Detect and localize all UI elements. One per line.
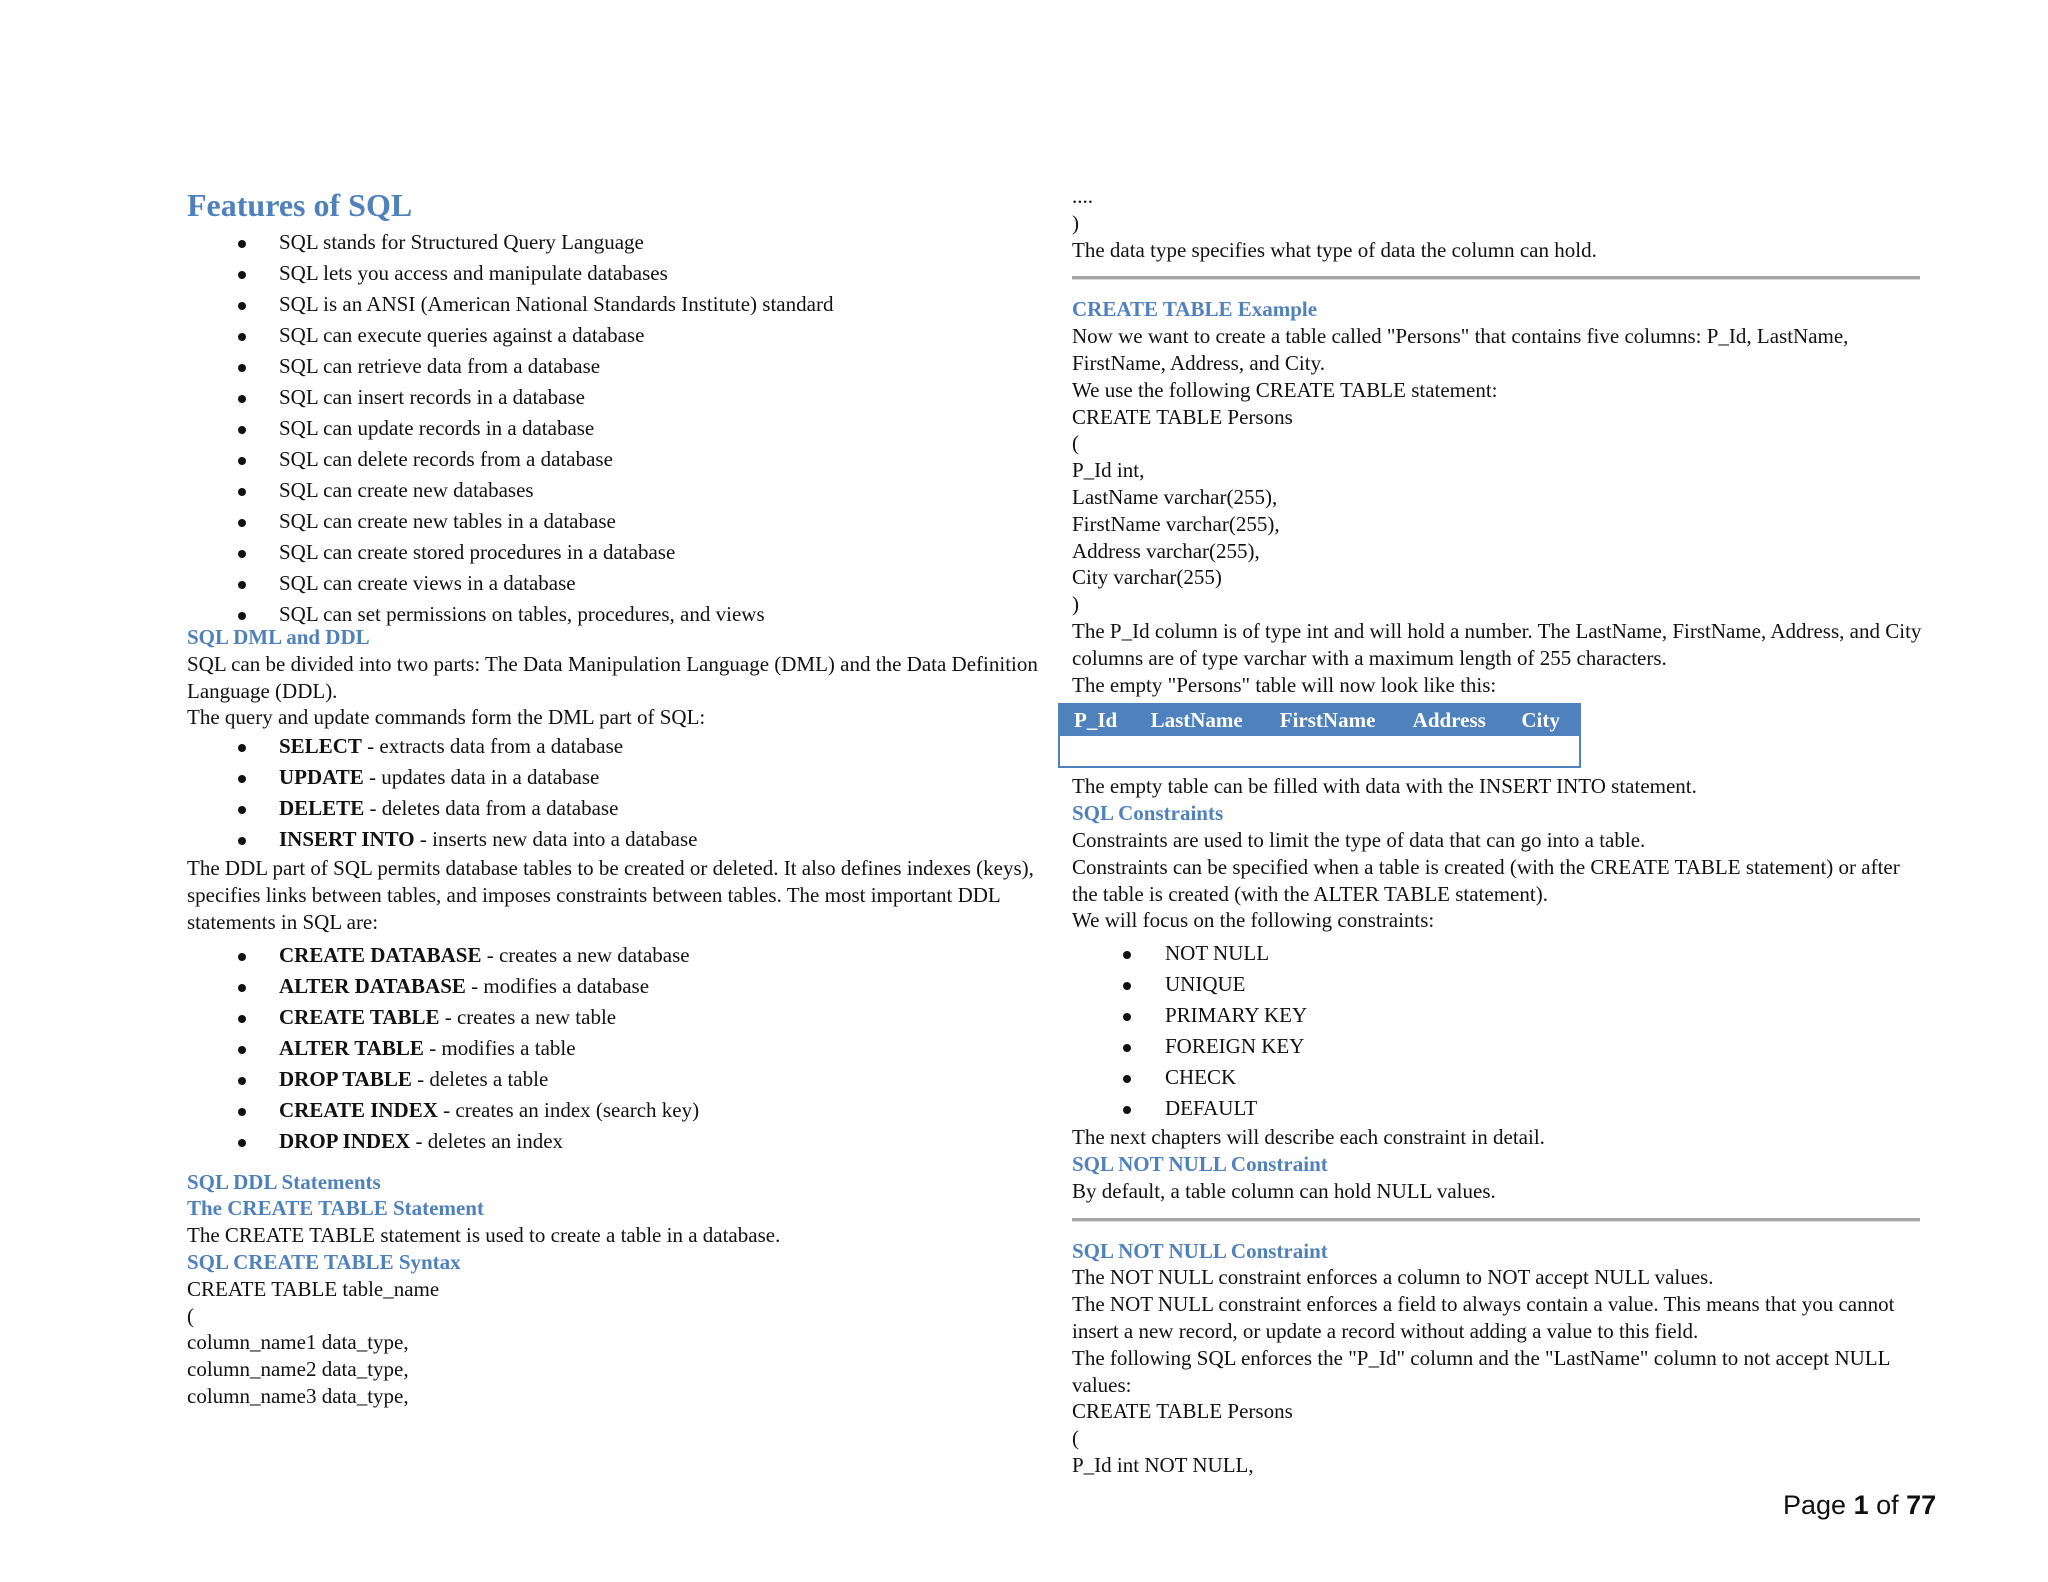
column-header: City bbox=[1507, 704, 1580, 736]
features-list bbox=[187, 227, 1042, 630]
list-item bbox=[187, 1095, 1042, 1126]
list-item bbox=[187, 1002, 1042, 1033]
dml-ddl-heading: SQL DML and DDL bbox=[187, 625, 370, 649]
list-item: SQL can execute queries against a database bbox=[187, 320, 1042, 351]
list-item bbox=[187, 824, 1042, 855]
code-line: column_name1 data_type, bbox=[187, 1330, 409, 1355]
not-null-paragraph-3: The NOT NULL constraint enforces a field to always contain a value. This means that you cannot insert a new record, or update a record without adding a value to this field. bbox=[1072, 1292, 1895, 1343]
sql-keyword-description: - creates a new table bbox=[439, 1004, 617, 1029]
persons-table bbox=[1058, 703, 1581, 768]
sql-keyword-description: - extracts data from a database bbox=[361, 734, 624, 759]
constraints-paragraph-3: We will focus on the following constraints: bbox=[1072, 908, 1435, 933]
example-explanation: The P_Id column is of type int and will hold a number. The LastName, FirstName, Address, and City columns are of type varchar with a maximum length of 255 characters. bbox=[1072, 618, 1922, 670]
code-line: column_name3 data_type, bbox=[187, 1383, 409, 1408]
constraints-paragraph-1: Constraints are used to limit the type of data that can go into a table. bbox=[1072, 827, 1646, 852]
list-item: SQL can create new databases bbox=[187, 475, 1042, 506]
sql-keyword-description: - deletes data from a database bbox=[364, 796, 619, 821]
constraints-paragraph-2: Constraints can be specified when a table is created (with the CREATE TABLE statement) or after the table is created (with the ALTER TABLE statement). bbox=[1072, 854, 1900, 906]
column-header: P_Id bbox=[1059, 704, 1137, 736]
list-item bbox=[187, 1126, 1042, 1157]
page-title: Features of SQL bbox=[187, 187, 413, 223]
list-item: SQL is an ANSI (American National Standards Institute) standard bbox=[187, 289, 1042, 320]
sql-keyword: ALTER TABLE bbox=[279, 1035, 424, 1060]
code-line: ) bbox=[1072, 210, 1079, 235]
not-null-paragraph-2: The NOT NULL constraint enforces a column to NOT accept NULL values. bbox=[1072, 1265, 1714, 1290]
right-column bbox=[1072, 183, 1922, 1479]
code-line: .... bbox=[1072, 184, 1093, 208]
insert-paragraph: The empty table can be filled with data with the INSERT INTO statement. bbox=[1072, 774, 1697, 799]
sql-keyword: DROP INDEX bbox=[279, 1128, 411, 1153]
list-item: SQL can insert records in a database bbox=[187, 382, 1042, 413]
current-page: 1 bbox=[1853, 1490, 1869, 1520]
sql-keyword: INSERT INTO bbox=[279, 827, 415, 852]
sql-keyword-description: - inserts new data into a database bbox=[414, 827, 698, 852]
list-item: PRIMARY KEY bbox=[1072, 1000, 1922, 1031]
create-table-example-heading: CREATE TABLE Example bbox=[1072, 297, 1318, 322]
create-table-paragraph: The CREATE TABLE statement is used to create a table in a database. bbox=[187, 1223, 781, 1248]
list-item: SQL stands for Structured Query Language bbox=[187, 227, 1042, 258]
constraints-list bbox=[1072, 938, 1922, 1124]
ddl-paragraph: The DDL part of SQL permits database tables to be created or deleted. It also defines indexes (keys), specifies links between tables, and imposes constraints between tables. The most important DDL statements in SQL are: bbox=[187, 856, 1034, 934]
code-line: ( bbox=[1072, 1426, 1079, 1451]
table-header-row bbox=[1059, 704, 1580, 736]
sql-keyword: SELECT bbox=[279, 734, 362, 759]
list-item: NOT NULL bbox=[1072, 938, 1922, 969]
column-header: Address bbox=[1399, 704, 1508, 736]
table-row bbox=[1059, 736, 1580, 768]
sql-keyword: UPDATE bbox=[279, 765, 364, 790]
list-item bbox=[187, 1064, 1042, 1095]
example-code-block bbox=[1072, 404, 1922, 618]
not-null-paragraph-1: By default, a table column can hold NULL values. bbox=[1072, 1178, 1496, 1203]
syntax-code-block bbox=[187, 1276, 1042, 1410]
code-line: LastName varchar(255), bbox=[1072, 484, 1278, 509]
empty-cell bbox=[1059, 736, 1580, 768]
list-item bbox=[187, 971, 1042, 1002]
list-item bbox=[187, 762, 1042, 793]
list-item: SQL can retrieve data from a database bbox=[187, 351, 1042, 382]
dml-paragraph-2: The query and update commands form the DML part of SQL: bbox=[187, 705, 706, 730]
datatype-paragraph: The data type specifies what type of data the column can hold. bbox=[1072, 237, 1597, 262]
list-item: SQL lets you access and manipulate databases bbox=[187, 258, 1042, 289]
list-item: SQL can set permissions on tables, procedures, and views bbox=[187, 599, 1042, 630]
column-header: LastName bbox=[1137, 704, 1266, 736]
not-null-heading-2: SQL NOT NULL Constraint bbox=[1072, 1238, 1328, 1263]
page-of: of bbox=[1868, 1490, 1907, 1520]
example-paragraph-2: We use the following CREATE TABLE statement: bbox=[1072, 377, 1498, 402]
code-line: CREATE TABLE Persons bbox=[1072, 1399, 1293, 1424]
code-line: CREATE TABLE table_name bbox=[187, 1276, 440, 1301]
code-line: City varchar(255) bbox=[1072, 565, 1222, 590]
spacer bbox=[187, 1157, 1042, 1169]
code-line: column_name2 data_type, bbox=[187, 1357, 409, 1382]
code-line: ( bbox=[187, 1303, 194, 1328]
sql-keyword-description: - modifies a table bbox=[423, 1035, 576, 1060]
code-line: P_Id int NOT NULL, bbox=[1072, 1452, 1254, 1477]
dml-commands-list bbox=[187, 731, 1042, 855]
ddl-statements-heading: SQL DDL Statements bbox=[187, 1169, 381, 1194]
sql-keyword-description: - deletes an index bbox=[410, 1128, 564, 1153]
code-line: Address varchar(255), bbox=[1072, 538, 1260, 563]
code-line: ( bbox=[1072, 431, 1079, 456]
not-null-heading: SQL NOT NULL Constraint bbox=[1072, 1151, 1328, 1176]
list-item bbox=[187, 793, 1042, 824]
constraints-heading: SQL Constraints bbox=[1072, 801, 1224, 826]
code-line: ) bbox=[1072, 592, 1079, 617]
list-item bbox=[187, 1033, 1042, 1064]
sql-keyword-description: - deletes a table bbox=[411, 1066, 549, 1091]
sql-keyword-description: - modifies a database bbox=[465, 973, 650, 998]
sql-keyword: CREATE DATABASE bbox=[279, 942, 482, 967]
not-null-paragraph-4: The following SQL enforces the "P_Id" column and the "LastName" column to not accept NULL values: bbox=[1072, 1345, 1890, 1397]
not-null-code-block bbox=[1072, 1398, 1922, 1478]
sql-keyword: CREATE INDEX bbox=[279, 1097, 438, 1122]
code-line: P_Id int, bbox=[1072, 458, 1145, 483]
sql-keyword: CREATE TABLE bbox=[279, 1004, 440, 1029]
section-divider bbox=[1072, 276, 1920, 280]
list-item bbox=[187, 731, 1042, 762]
ddl-commands-list bbox=[187, 940, 1042, 1157]
constraints-paragraph-4: The next chapters will describe each constraint in detail. bbox=[1072, 1125, 1545, 1150]
page-prefix: Page bbox=[1783, 1490, 1854, 1520]
list-item bbox=[187, 940, 1042, 971]
list-item: SQL can update records in a database bbox=[187, 413, 1042, 444]
section-divider bbox=[1072, 1218, 1920, 1222]
sql-keyword-description: - updates data in a database bbox=[363, 765, 600, 790]
code-line: CREATE TABLE Persons bbox=[1072, 404, 1293, 429]
empty-table-paragraph: The empty "Persons" table will now look like this: bbox=[1072, 672, 1497, 697]
total-pages: 77 bbox=[1906, 1490, 1937, 1520]
list-item: DEFAULT bbox=[1072, 1093, 1922, 1124]
list-item: CHECK bbox=[1072, 1062, 1922, 1093]
left-column bbox=[187, 185, 1042, 1410]
column-header: FirstName bbox=[1266, 704, 1399, 736]
create-table-statement-heading: The CREATE TABLE Statement bbox=[187, 1196, 484, 1221]
sql-keyword: DELETE bbox=[279, 796, 365, 821]
list-item: SQL can delete records from a database bbox=[187, 444, 1042, 475]
example-paragraph: Now we want to create a table called "Persons" that contains five columns: P_Id, LastName, FirstName, Address, and City. bbox=[1072, 324, 1849, 375]
list-item: SQL can create stored procedures in a database bbox=[187, 537, 1042, 568]
sql-keyword: DROP TABLE bbox=[279, 1066, 412, 1091]
page-number bbox=[1783, 1490, 1936, 1521]
code-line: FirstName varchar(255), bbox=[1072, 511, 1280, 536]
sql-keyword: ALTER DATABASE bbox=[279, 973, 466, 998]
sql-keyword-description: - creates a new database bbox=[481, 942, 690, 967]
list-item: UNIQUE bbox=[1072, 969, 1922, 1000]
dml-paragraph-1: SQL can be divided into two parts: The Data Manipulation Language (DML) and the Data Definition Language (DDL). bbox=[187, 651, 1038, 703]
create-table-syntax-heading: SQL CREATE TABLE Syntax bbox=[187, 1249, 461, 1274]
list-item: FOREIGN KEY bbox=[1072, 1031, 1922, 1062]
list-item: SQL can create new tables in a database bbox=[187, 506, 1042, 537]
sql-keyword-description: - creates an index (search key) bbox=[437, 1097, 700, 1122]
list-item: SQL can create views in a database bbox=[187, 568, 1042, 599]
